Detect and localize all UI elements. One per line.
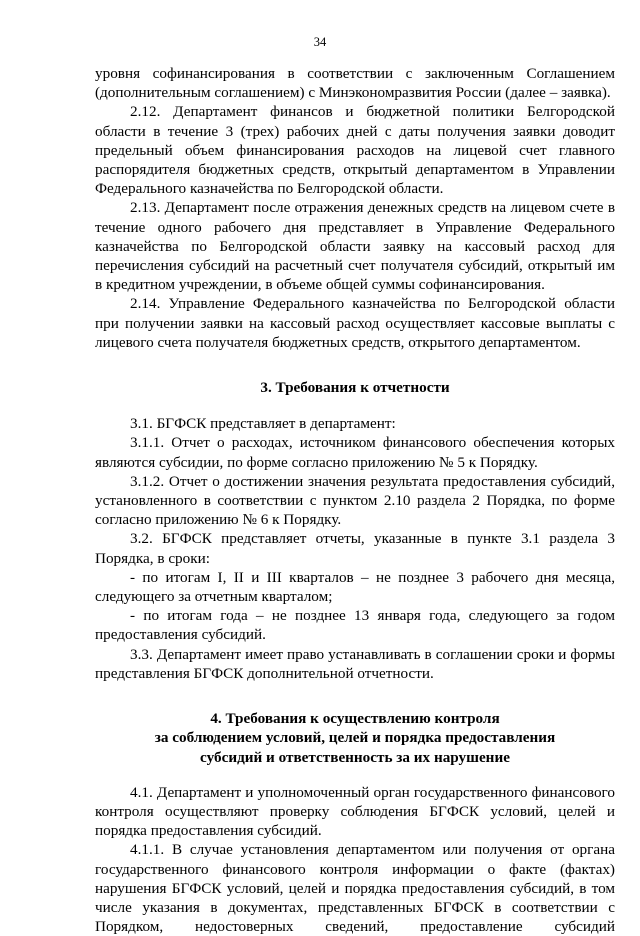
- page-number: 34: [313, 35, 327, 49]
- paragraph-2-13: 2.13. Департамент после отражения денежных средств на лицевом счете в течение одного рабочего дня представляет в Управление Федерального казначейства по Белгородской области заявку на кассовый расход для перечисления субсидий на расчетный счет получателя субсидий, открытый им в кредитном учреждении, в объеме общей суммы софинансирования.: [95, 199, 615, 294]
- section-3-body: [95, 414, 615, 683]
- document-body: [95, 64, 615, 936]
- paragraph-3-3: 3.3. Департамент имеет право устанавливать в соглашении сроки и формы представления БГФСК дополнительной отчетности.: [95, 645, 615, 682]
- paragraph-3-2: 3.2. БГФСК представляет отчеты, указанные в пункте 3.1 раздела 3 Порядка, в сроки:: [95, 530, 615, 567]
- paragraph-3-1-1: 3.1.1. Отчет о расходах, источником финансового обеспечения которых являются субсидии, по форме согласно приложению № 5 к Порядку.: [95, 434, 615, 471]
- list-item-quarters: - по итогам I, II и III кварталов – не позднее 3 рабочего дня месяца, следующего за отчетным кварталом;: [95, 568, 615, 606]
- section-3-heading: 3. Требования к отчетности: [260, 379, 450, 397]
- list-item-year: - по итогам года – не позднее 13 января года, следующего за годом предоставления субсидий.: [95, 607, 615, 644]
- paragraph-4-1: 4.1. Департамент и уполномоченный орган государственного финансового контроля осуществляют проверку соблюдения БГФСК условий, целей и порядка предоставления субсидий.: [95, 783, 615, 840]
- paragraph-3-1: 3.1. БГФСК представляет в департамент:: [130, 415, 396, 433]
- paragraph-3-1-2: 3.1.2. Отчет о достижении значения результата предоставления субсидий, установленного в соответствии с пунктом 2.10 раздела 2 Порядка, по форме согласно приложению № 6 к Порядку.: [95, 472, 615, 529]
- paragraph-2-14: 2.14. Управление Федерального казначейства по Белгородской области при получении заявки на кассовый расход осуществляет кассовые выплаты с лицевого счета получателя бюджетных средств, открытого департаментом.: [95, 295, 615, 351]
- paragraph-4-1-1: 4.1.1. В случае установления департаментом или получения от органа государственного финансового контроля информации о факте (фактах) нарушения БГФСК условий, целей и порядка предоставления субсидий, в том числе указания в документах, представленных БГФСК в соответствии с Порядком, недостоверных сведений, предоставление субсидий: [95, 841, 615, 936]
- section-4-heading-line: за соблюдением условий, целей и порядка предоставления: [154, 729, 556, 747]
- section-4-heading: [95, 709, 615, 767]
- paragraph: уровня софинансирования в соответствии с заключенным Соглашением (дополнительным соглашением) с Минэкономразвития России (далее – заявка).: [95, 65, 615, 102]
- section-4-body: [95, 783, 615, 936]
- paragraph-2-12: 2.12. Департамент финансов и бюджетной политики Белгородской области в течение 3 (трех) рабочих дней с даты получения заявки доводит предельный объем финансирования расходов на лицевой счет главного распорядителя бюджетных средств, открытый департаментом в Управлении Федерального казначейства по Белгородской области.: [95, 103, 615, 198]
- section-4-heading-line: 4. Требования к осуществлению контроля: [210, 710, 500, 728]
- paragraphs-before-section-3: [95, 64, 615, 352]
- section-4-heading-line: субсидий и ответственность за их нарушение: [200, 748, 510, 766]
